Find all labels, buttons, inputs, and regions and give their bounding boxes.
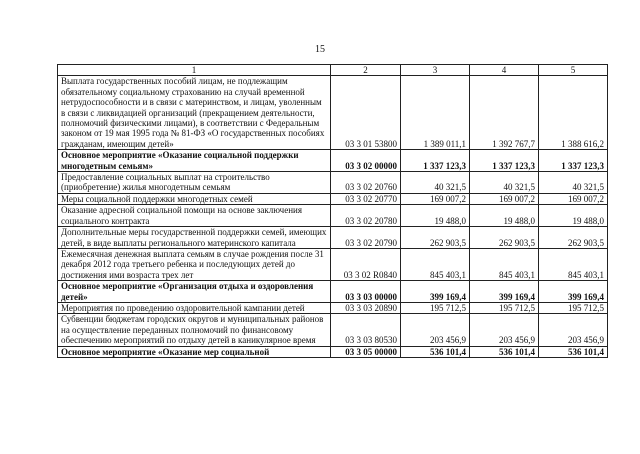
table-row: [58, 172, 608, 194]
table-row: [58, 281, 608, 303]
value-cell-year3: 195 712,5: [539, 302, 608, 313]
value-cell-year1: 399 169,4: [401, 281, 470, 303]
value-cell-year3: 1 337 123,3: [539, 150, 608, 172]
table-row: [58, 314, 608, 346]
value-cell-year3: 40 321,5: [539, 172, 608, 194]
value-cell-year1: 40 321,5: [401, 172, 470, 194]
value-cell-year1: 262 903,5: [401, 227, 470, 249]
value-cell-year3: 536 101,4: [539, 346, 608, 357]
value-cell-year2: 40 321,5: [470, 172, 539, 194]
table-row: [58, 302, 608, 313]
row-name-cell: Оказание адресной социальной помощи на основе заключения социального контракта: [58, 205, 331, 227]
value-cell-year2: 19 488,0: [470, 205, 539, 227]
row-name-cell: Предоставление социальных выплат на строительство (приобретение) жилья многодетным семьям: [58, 172, 331, 194]
value-cell-year2: 203 456,9: [470, 314, 539, 346]
budget-code-cell: 03 3 02 20790: [331, 227, 401, 249]
value-cell-year3: 399 169,4: [539, 281, 608, 303]
table-header-row: [58, 65, 608, 76]
value-cell-year1: 19 488,0: [401, 205, 470, 227]
table-row: [58, 76, 608, 150]
value-cell-year3: 169 007,2: [539, 193, 608, 204]
value-cell-year2: 845 403,1: [470, 248, 539, 280]
value-cell-year3: 1 388 616,2: [539, 76, 608, 150]
column-header: 2: [331, 65, 401, 76]
table-row: [58, 346, 608, 357]
row-name-cell: Мероприятия по проведению оздоровительной кампании детей: [58, 302, 331, 313]
value-cell-year3: 845 403,1: [539, 248, 608, 280]
row-name-cell: Дополнительные меры государственной поддержки семей, имеющих детей, в виде выплаты регионального материнского капитала: [58, 227, 331, 249]
value-cell-year1: 169 007,2: [401, 193, 470, 204]
value-cell-year2: 169 007,2: [470, 193, 539, 204]
page-number: 15: [315, 44, 325, 55]
column-header: 3: [401, 65, 470, 76]
value-cell-year2: 536 101,4: [470, 346, 539, 357]
value-cell-year1: 1 389 011,1: [401, 76, 470, 150]
value-cell-year1: 203 456,9: [401, 314, 470, 346]
value-cell-year2: 399 169,4: [470, 281, 539, 303]
table-row: [58, 248, 608, 280]
table-row: [58, 150, 608, 172]
budget-table: [57, 64, 608, 358]
row-name-cell: Ежемесячная денежная выплата семьям в случае рождения после 31 декабря 2012 года третьего ребенка и последующих детей до достижения ими возраста трех лет: [58, 248, 331, 280]
column-header: 1: [58, 65, 331, 76]
budget-code-cell: 03 3 02 R0840: [331, 248, 401, 280]
column-header: 4: [470, 65, 539, 76]
value-cell-year3: 262 903,5: [539, 227, 608, 249]
budget-code-cell: 03 3 03 00000: [331, 281, 401, 303]
row-name-cell: Основное мероприятие «Оказание социальной поддержки многодетным семьям»: [58, 150, 331, 172]
budget-code-cell: 03 3 03 80530: [331, 314, 401, 346]
value-cell-year1: 195 712,5: [401, 302, 470, 313]
row-name-cell: Меры социальной поддержки многодетных семей: [58, 193, 331, 204]
row-name-cell: Основное мероприятие «Оказание мер социальной: [58, 346, 331, 357]
row-name-cell: Основное мероприятие «Организация отдыха и оздоровления детей»: [58, 281, 331, 303]
budget-code-cell: 03 3 03 20890: [331, 302, 401, 313]
value-cell-year1: 1 337 123,3: [401, 150, 470, 172]
value-cell-year1: 845 403,1: [401, 248, 470, 280]
budget-code-cell: 03 3 02 20760: [331, 172, 401, 194]
table-row: [58, 227, 608, 249]
value-cell-year1: 536 101,4: [401, 346, 470, 357]
value-cell-year2: 1 337 123,3: [470, 150, 539, 172]
row-name-cell: Выплата государственных пособий лицам, не подлежащим обязательному социальному страхованию на случай временной нетрудоспособности и в связи с материнством, и лицам, уволенным в связи с ликвидацией организаций (прекращением деятельности, полномочий физическими лицами), в соответствии с Федеральным законом от 19 мая 1995 года № 81-ФЗ «О государственных пособиях гражданам, имеющим детей»: [58, 76, 331, 150]
budget-code-cell: 03 3 01 53800: [331, 76, 401, 150]
value-cell-year3: 19 488,0: [539, 205, 608, 227]
column-header: 5: [539, 65, 608, 76]
budget-code-cell: 03 3 02 20780: [331, 205, 401, 227]
table-row: [58, 205, 608, 227]
budget-code-cell: 03 3 02 00000: [331, 150, 401, 172]
table-row: [58, 193, 608, 204]
value-cell-year2: 262 903,5: [470, 227, 539, 249]
value-cell-year2: 195 712,5: [470, 302, 539, 313]
budget-code-cell: 03 3 02 20770: [331, 193, 401, 204]
budget-code-cell: 03 3 05 00000: [331, 346, 401, 357]
value-cell-year2: 1 392 767,7: [470, 76, 539, 150]
row-name-cell: Субвенции бюджетам городских округов и муниципальных районов на осуществление переданных полномочий по финансовому обеспечению мероприятий по отдыху детей в каникулярное время: [58, 314, 331, 346]
value-cell-year3: 203 456,9: [539, 314, 608, 346]
